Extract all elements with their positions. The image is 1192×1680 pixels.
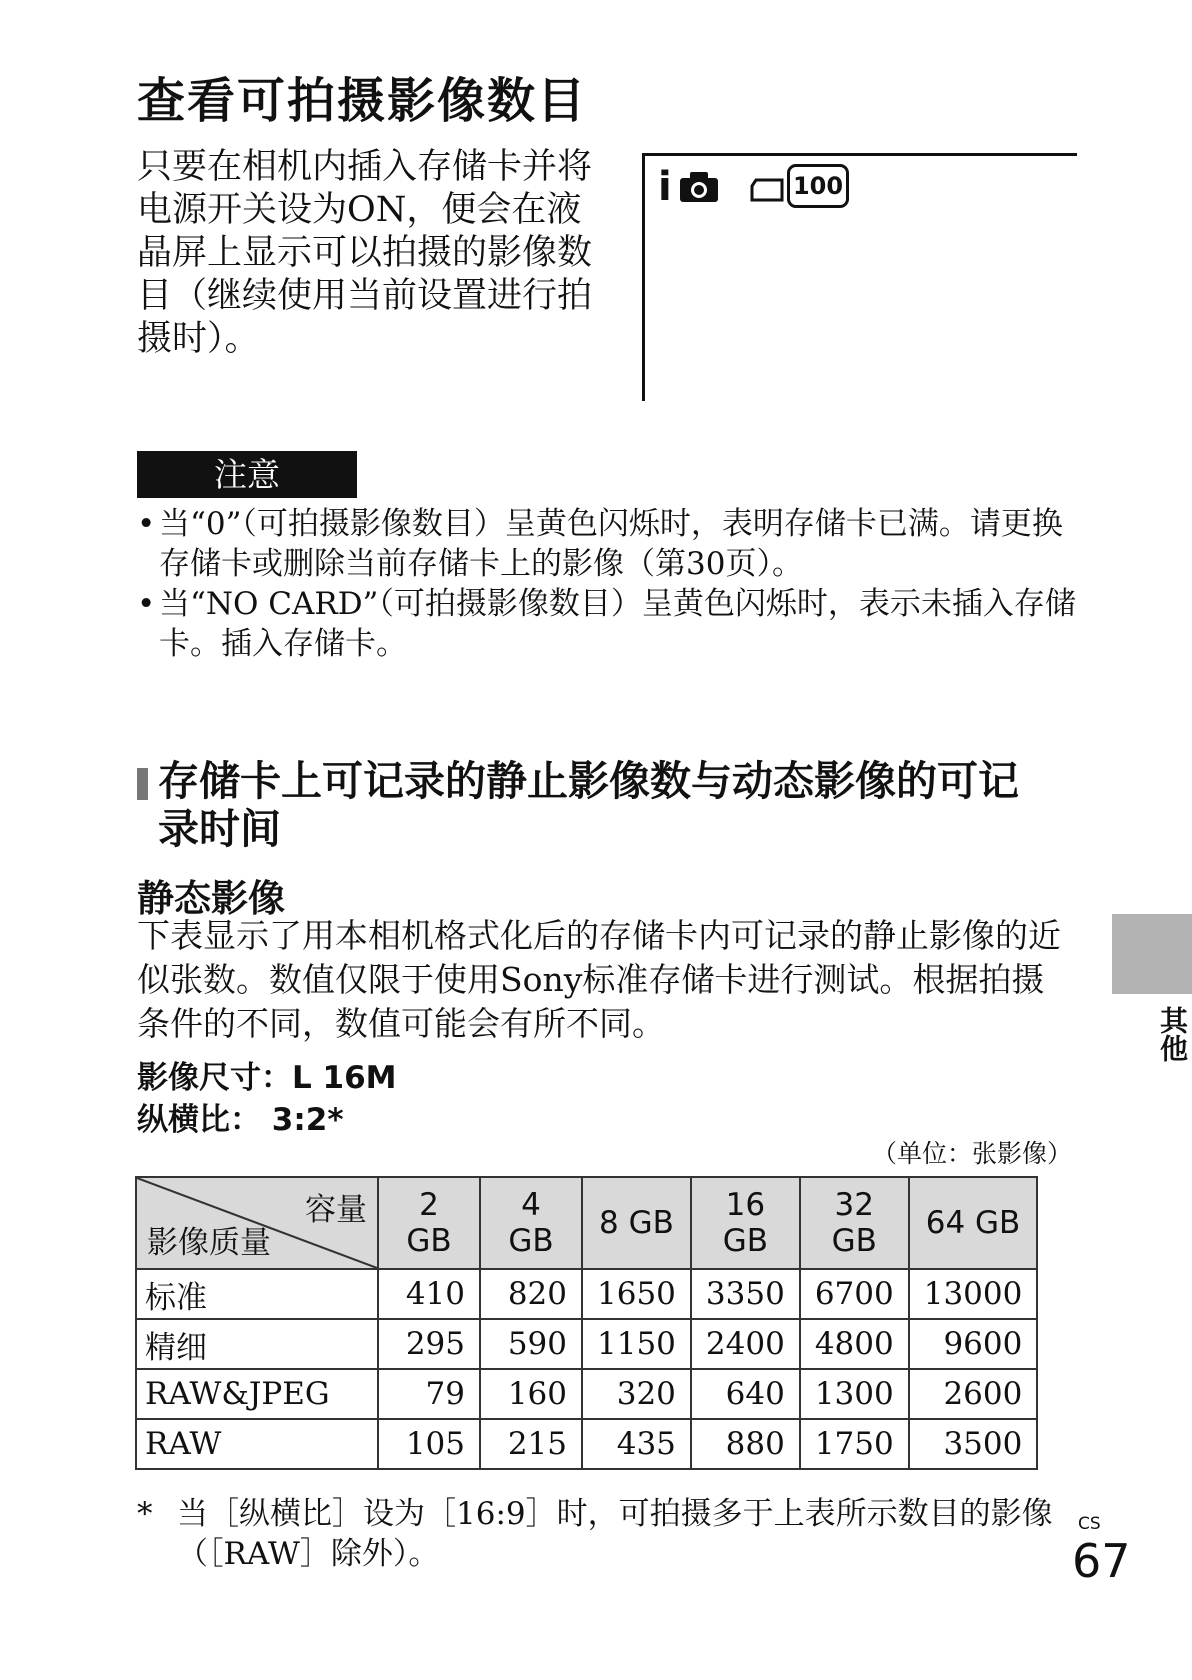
table-cell: 6700 bbox=[800, 1269, 909, 1319]
notes-list bbox=[137, 504, 1077, 664]
table-cell: 435 bbox=[582, 1419, 691, 1469]
remaining-shots-count: 100 bbox=[787, 164, 849, 208]
table-row bbox=[136, 1319, 1037, 1369]
table-row bbox=[136, 1419, 1037, 1469]
lcd-display-illustration bbox=[642, 153, 1077, 401]
footnote-text: 当［纵横比］设为［16:9］时，可拍摄多于上表所示数目的影像（［RAW］除外）。 bbox=[177, 1496, 1053, 1572]
section-title: 存储卡上可记录的静止影像数与动态影像的可记录时间 bbox=[158, 757, 1019, 853]
table-cell: 9600 bbox=[909, 1319, 1038, 1369]
intro-paragraph: 只要在相机内插入存储卡并将电源开关设为ON，便会在液晶屏上显示可以拍摄的影像数目（继续使用当前设置进行拍摄时）。 bbox=[137, 147, 593, 359]
bullet-icon: • bbox=[137, 506, 156, 542]
table-cell: 105 bbox=[378, 1419, 480, 1469]
table-cell: 1750 bbox=[800, 1419, 909, 1469]
row-label: 标准 bbox=[136, 1269, 378, 1319]
table-cell: 13000 bbox=[909, 1269, 1038, 1319]
intelligent-auto-icon-letter: i bbox=[658, 164, 672, 210]
note-text: 当“NO CARD”（可拍摄影像数目）呈黄色闪烁时，表示未插入存储卡。插入存储卡。 bbox=[159, 586, 1076, 662]
table-corner-cell bbox=[136, 1177, 378, 1269]
column-header: 64 GB bbox=[909, 1177, 1038, 1269]
table-cell: 320 bbox=[582, 1369, 691, 1419]
table-cell: 79 bbox=[378, 1369, 480, 1419]
note-text: 当“0”（可拍摄影像数目）呈黄色闪烁时，表明存储卡已满。请更换存储卡或删除当前存储卡上的影像（第30页）。 bbox=[159, 506, 1063, 582]
table-cell: 1650 bbox=[582, 1269, 691, 1319]
table-row bbox=[136, 1269, 1037, 1319]
note-label: 注意 bbox=[137, 451, 357, 498]
note-item bbox=[137, 504, 1077, 584]
table-cell: 215 bbox=[480, 1419, 582, 1469]
column-header: 8 GB bbox=[582, 1177, 691, 1269]
unit-label: （单位：张影像） bbox=[871, 1139, 1072, 1168]
side-index-label: 其他 bbox=[1156, 1006, 1189, 1062]
row-label: 精细 bbox=[136, 1319, 378, 1369]
table-cell: 820 bbox=[480, 1269, 582, 1319]
table-cell: 3500 bbox=[909, 1419, 1038, 1469]
language-code: CS bbox=[1078, 1514, 1101, 1534]
column-header: 4 GB bbox=[480, 1177, 582, 1269]
table-cell: 295 bbox=[378, 1319, 480, 1369]
note-item bbox=[137, 584, 1077, 664]
footnote-mark: * bbox=[137, 1496, 153, 1532]
table-cell: 590 bbox=[480, 1319, 582, 1369]
camera-icon bbox=[678, 170, 720, 204]
table-cell: 1150 bbox=[582, 1319, 691, 1369]
capacity-table bbox=[135, 1176, 1038, 1470]
image-size-spec: 影像尺寸：L 16M bbox=[137, 1060, 397, 1096]
column-header: 2 GB bbox=[378, 1177, 480, 1269]
bullet-icon: • bbox=[137, 586, 156, 622]
table-cell: 410 bbox=[378, 1269, 480, 1319]
table-row bbox=[136, 1369, 1037, 1419]
table-cell: 2600 bbox=[909, 1369, 1038, 1419]
section-marker-icon bbox=[137, 768, 148, 800]
table-cell: 640 bbox=[691, 1369, 800, 1419]
table-cell: 160 bbox=[480, 1369, 582, 1419]
memory-card-icon bbox=[750, 178, 784, 202]
footnote bbox=[137, 1494, 1077, 1574]
table-cell: 2400 bbox=[691, 1319, 800, 1369]
corner-quality-label: 影像质量 bbox=[147, 1225, 271, 1261]
table-cell: 4800 bbox=[800, 1319, 909, 1369]
page-number: 67 bbox=[1072, 1534, 1131, 1588]
page-title: 查看可拍摄影像数目 bbox=[137, 73, 588, 129]
row-label: RAW&JPEG bbox=[136, 1369, 378, 1419]
column-header: 16 GB bbox=[691, 1177, 800, 1269]
column-header: 32 GB bbox=[800, 1177, 909, 1269]
row-label: RAW bbox=[136, 1419, 378, 1469]
aspect-ratio-spec: 纵横比： 3:2* bbox=[137, 1102, 344, 1138]
table-cell: 880 bbox=[691, 1419, 800, 1469]
corner-capacity-label: 容量 bbox=[305, 1192, 367, 1228]
side-index-tab bbox=[1112, 914, 1192, 994]
description-paragraph: 下表显示了用本相机格式化后的存储卡内可记录的静止影像的近似张数。数值仅限于使用Sony标准存储卡进行测试。根据拍摄条件的不同，数值可能会有所不同。 bbox=[137, 916, 1061, 1043]
table-header-row bbox=[136, 1177, 1037, 1269]
table-cell: 3350 bbox=[691, 1269, 800, 1319]
table-cell: 1300 bbox=[800, 1369, 909, 1419]
subheading: 静态影像 bbox=[137, 877, 285, 920]
